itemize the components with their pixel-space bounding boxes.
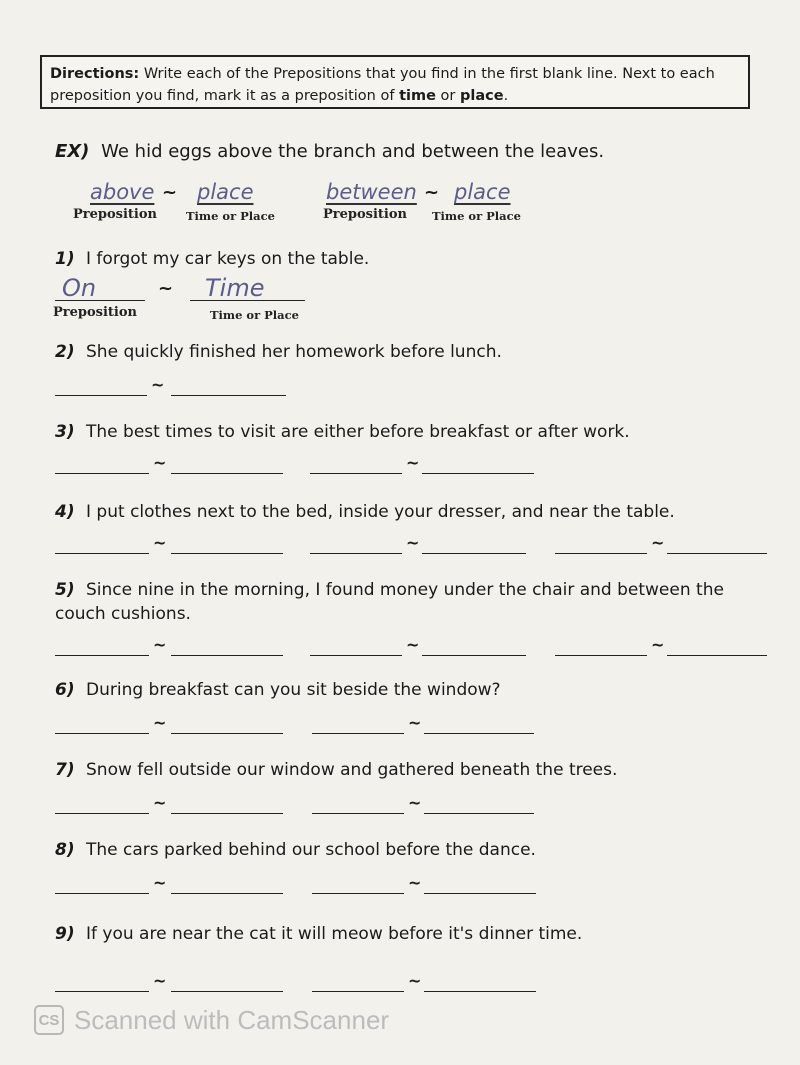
blank-time-or-place[interactable]: [667, 553, 767, 554]
question-1-tilde: ~: [158, 278, 174, 299]
blank-preposition[interactable]: [312, 733, 404, 734]
question-1: [55, 247, 369, 271]
blank-time-or-place[interactable]: [171, 655, 283, 656]
question-6: [55, 678, 501, 702]
question-1-blank-preposition[interactable]: [55, 300, 145, 301]
example-question: [55, 140, 604, 164]
question-2-sentence: She quickly finished her homework before lunch.: [86, 342, 502, 362]
question-1-answer-type: Time: [205, 274, 265, 302]
directions-box: [40, 55, 750, 109]
example-number: EX): [55, 141, 90, 162]
blank-time-or-place[interactable]: [171, 733, 283, 734]
question-8: [55, 838, 536, 862]
blank-time-or-place[interactable]: [424, 893, 536, 894]
blank-preposition[interactable]: [310, 553, 402, 554]
tilde: ~: [406, 635, 420, 654]
tilde: ~: [651, 635, 665, 654]
directions-place-word: place: [459, 88, 504, 104]
question-1-answer-preposition: On: [62, 274, 97, 302]
camscanner-logo-icon: CS: [34, 1005, 64, 1035]
question-1-sentence: I forgot my car keys on the table.: [86, 249, 370, 269]
tilde: ~: [153, 793, 167, 812]
blank-time-or-place[interactable]: [424, 733, 534, 734]
question-4-number: 4): [55, 502, 75, 522]
blank-preposition[interactable]: [312, 813, 404, 814]
blank-time-or-place[interactable]: [171, 473, 283, 474]
question-3-number: 3): [55, 422, 75, 442]
question-2-number: 2): [55, 342, 75, 362]
question-2: [55, 340, 502, 364]
tilde: ~: [153, 453, 167, 472]
blank-preposition[interactable]: [55, 813, 149, 814]
tilde: ~: [651, 533, 665, 552]
example-label-time-or-place-1: Time or Place: [186, 209, 275, 223]
question-3: [55, 420, 630, 444]
tilde: ~: [153, 635, 167, 654]
question-8-number: 8): [55, 840, 75, 860]
tilde: ~: [408, 713, 422, 732]
blank-preposition[interactable]: [312, 893, 404, 894]
blank-preposition[interactable]: [310, 473, 402, 474]
question-5: [55, 578, 775, 626]
question-7-number: 7): [55, 760, 75, 780]
camscanner-watermark: [34, 1003, 389, 1037]
example-label-preposition-1: Preposition: [73, 207, 157, 222]
question-4-sentence: I put clothes next to the bed, inside your dresser, and near the table.: [86, 502, 675, 522]
blank-time-or-place[interactable]: [171, 395, 286, 396]
example-answer-2-preposition: between: [326, 180, 417, 204]
directions-time-word: time: [399, 88, 436, 104]
blank-preposition[interactable]: [555, 655, 647, 656]
question-1-blank-type[interactable]: [190, 300, 305, 301]
blank-time-or-place[interactable]: [422, 553, 526, 554]
example-answer-2-type: place: [454, 180, 511, 204]
example-sentence: We hid eggs above the branch and between the leaves.: [101, 141, 605, 162]
blank-preposition[interactable]: [55, 395, 147, 396]
tilde: ~: [408, 873, 422, 892]
blank-preposition[interactable]: [55, 733, 149, 734]
blank-time-or-place[interactable]: [171, 813, 283, 814]
question-1-number: 1): [55, 249, 75, 269]
tilde: ~: [153, 533, 167, 552]
blank-preposition[interactable]: [312, 991, 404, 992]
tilde: ~: [153, 971, 167, 990]
blank-preposition[interactable]: [555, 553, 647, 554]
blank-preposition[interactable]: [310, 655, 402, 656]
question-9: [55, 922, 582, 946]
blank-preposition[interactable]: [55, 893, 149, 894]
question-3-sentence: The best times to visit are either before breakfast or after work.: [86, 422, 630, 442]
directions-or-word: or: [435, 88, 460, 104]
tilde: ~: [153, 713, 167, 732]
question-6-number: 6): [55, 680, 75, 700]
question-5-number: 5): [55, 580, 75, 600]
example-answer-1-preposition: above: [90, 180, 155, 204]
question-5-sentence: Since nine in the morning, I found money under the chair and between the couch cushions.: [55, 580, 724, 624]
question-9-number: 9): [55, 924, 75, 944]
blank-time-or-place[interactable]: [424, 991, 536, 992]
question-1-label-preposition: Preposition: [53, 305, 137, 320]
blank-preposition[interactable]: [55, 655, 149, 656]
tilde: ~: [151, 375, 165, 394]
directions-text: Write each of the Prepositions that you find in the first blank line. Next to each preposition you find, mark it as a preposition of: [50, 66, 715, 104]
blank-time-or-place[interactable]: [422, 473, 534, 474]
question-4: [55, 500, 675, 524]
directions-period: .: [503, 88, 509, 104]
blank-time-or-place[interactable]: [171, 893, 283, 894]
tilde: ~: [406, 453, 420, 472]
camscanner-text: Scanned with CamScanner: [74, 1004, 390, 1035]
example-tilde-2: ~: [424, 182, 440, 203]
example-label-time-or-place-2: Time or Place: [432, 209, 521, 223]
example-answer-1-type: place: [197, 180, 254, 204]
example-label-preposition-2: Preposition: [323, 207, 407, 222]
blank-time-or-place[interactable]: [171, 553, 283, 554]
blank-preposition[interactable]: [55, 473, 149, 474]
example-tilde-1: ~: [162, 182, 178, 203]
question-8-sentence: The cars parked behind our school before the dance.: [86, 840, 536, 860]
tilde: ~: [406, 533, 420, 552]
directions-label: Directions:: [50, 66, 140, 82]
blank-preposition[interactable]: [55, 553, 149, 554]
question-1-label-time-or-place: Time or Place: [210, 308, 299, 322]
tilde: ~: [408, 971, 422, 990]
question-7-sentence: Snow fell outside our window and gathered beneath the trees.: [86, 760, 618, 780]
blank-time-or-place[interactable]: [422, 655, 526, 656]
tilde: ~: [408, 793, 422, 812]
tilde: ~: [153, 873, 167, 892]
blank-time-or-place[interactable]: [424, 813, 534, 814]
question-6-sentence: During breakfast can you sit beside the window?: [86, 680, 501, 700]
blank-time-or-place[interactable]: [171, 991, 283, 992]
blank-time-or-place[interactable]: [667, 655, 767, 656]
question-7: [55, 758, 617, 782]
blank-preposition[interactable]: [55, 991, 149, 992]
question-9-sentence: If you are near the cat it will meow before it's dinner time.: [86, 924, 583, 944]
